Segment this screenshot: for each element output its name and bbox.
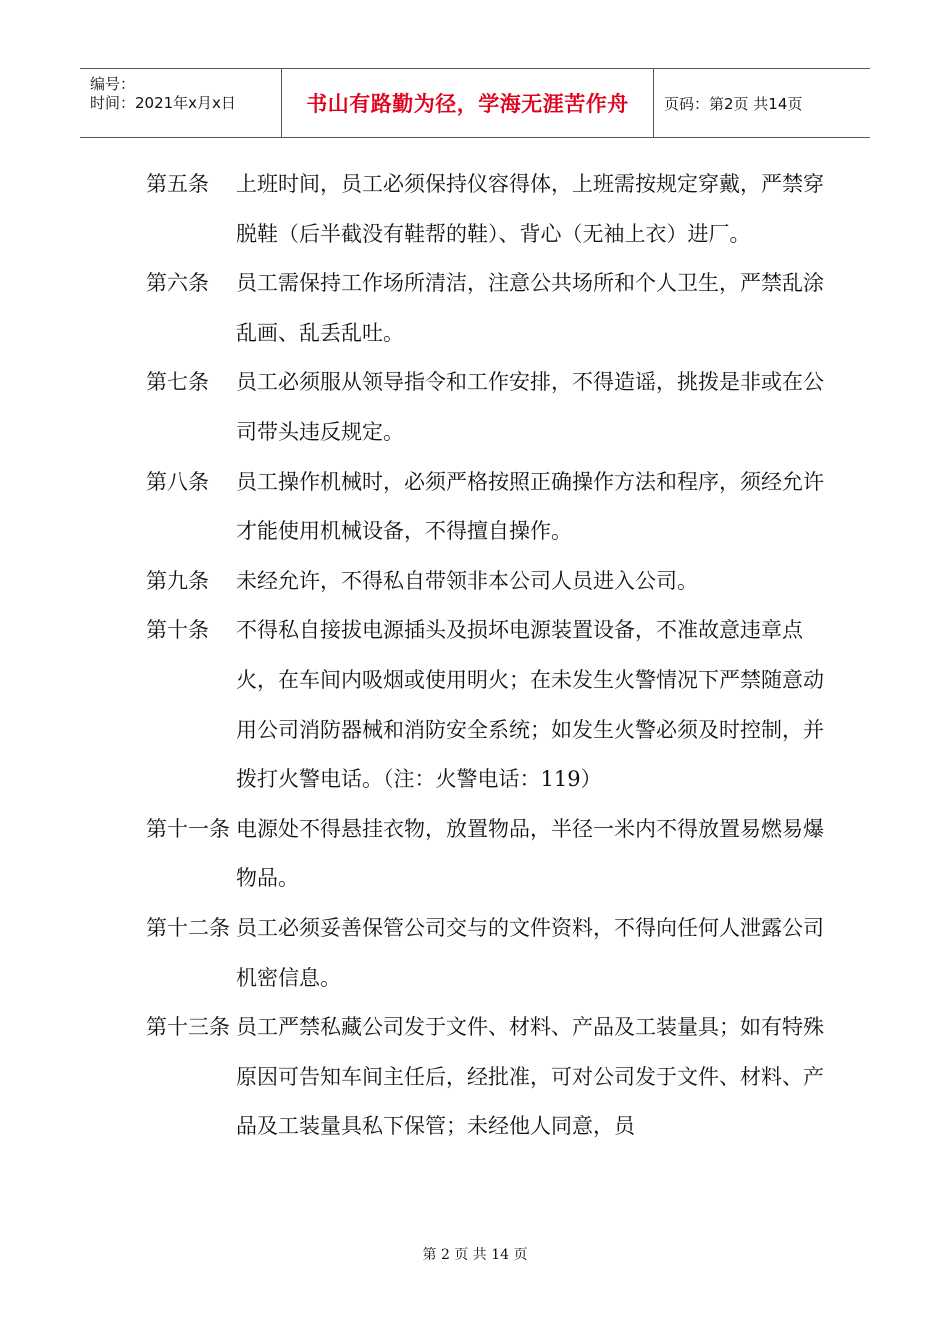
article-number: 第九条 [146,568,209,593]
article-list [146,160,826,1152]
article-11 [146,805,826,904]
article-13 [146,1003,826,1152]
article-number: 第八条 [146,469,209,494]
date-label: 时间：2021年x月x日 [90,94,236,112]
article-text: 员工操作机械时，必须严格按照正确操作方法和程序，须经允许才能使用机械设备，不得擅自操作。 [236,469,824,544]
article-number: 第七条 [146,370,209,395]
id-label: 编号： [90,75,136,93]
article-number: 第十一条 [146,816,230,841]
motto-text: 书山有路勤为径，学海无涯苦作舟 [306,92,629,116]
article-text: 员工需保持工作场所清洁，注意公共场所和个人卫生，严禁乱涂乱画、乱丢乱吐。 [236,271,824,345]
header-meta-cell [80,69,282,137]
article-number: 第十三条 [146,1015,230,1040]
page-footer: 第 2 页 共 14 页 [422,1247,528,1263]
article-9 [146,557,826,607]
header-table [80,68,870,138]
article-text: 电源处不得悬挂衣物，放置物品，半径一米内不得放置易燃易爆物品。 [236,816,824,891]
page-info-text: 页码：第2页 共14页 [664,94,803,113]
article-5 [146,160,826,259]
article-8 [146,458,826,557]
article-text: 不得私自接拔电源插头及损坏电源装置设备，不准故意违章点火，在车间内吸烟或使用明火；在未发生火警情况下严禁随意动用公司消防器械和消防安全系统；如发生火警必须及时控制，并拨打火警电话。（注：火警电话：119） [236,618,824,792]
article-number: 第五条 [146,172,209,196]
article-7 [146,358,826,457]
article-text: 员工必须服从领导指令和工作安排，不得造谣，挑拨是非或在公司带头违反规定。 [236,370,824,444]
motto-cell [282,69,654,137]
article-12 [146,904,826,1003]
article-10 [146,606,826,804]
article-text: 员工严禁私藏公司发于文件、材料、产品及工装量具；如有特殊原因可告知车间主任后，经批准，可对公司发于文件、材料、产品及工装量具私下保管；未经他人同意，员 [236,1015,824,1139]
page-info-cell [654,69,870,137]
article-text: 未经允许，不得私自带领非本公司人员进入公司。 [236,568,698,593]
article-text: 上班时间，员工必须保持仪容得体，上班需按规定穿戴，严禁穿脱鞋（后半截没有鞋帮的鞋）、背心（无袖上衣）进厂。 [236,172,824,246]
article-number: 第十条 [146,618,209,643]
article-6 [146,259,826,358]
article-number: 第六条 [146,271,209,296]
article-number: 第十二条 [146,915,230,940]
article-text: 员工必须妥善保管公司交与的文件资料，不得向任何人泄露公司机密信息。 [236,915,824,990]
